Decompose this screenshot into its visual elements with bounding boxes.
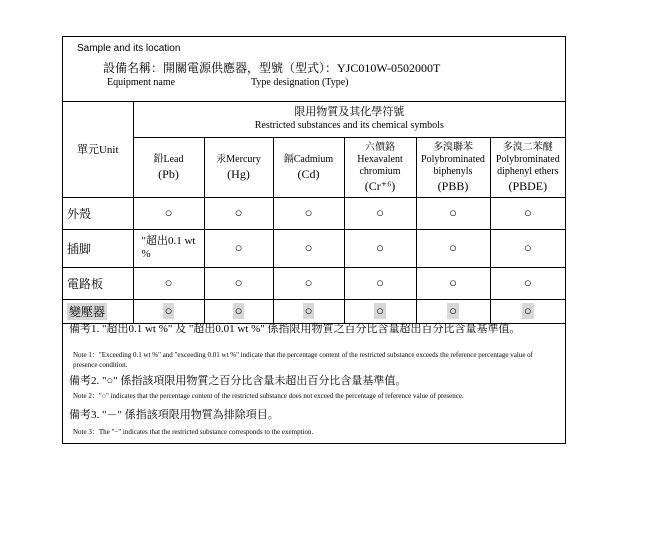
table-cell: ○ (490, 197, 565, 229)
substance-table (63, 101, 565, 324)
substance-header-cd: 鎘Cadmium (Cd) (273, 137, 344, 197)
table-cell: ○ (273, 197, 344, 229)
equipment-name-label: Equipment name (107, 77, 176, 88)
unit-header: 單元Unit (63, 101, 133, 197)
table-cell: ○ (416, 229, 490, 267)
table-cell: ○ (204, 229, 273, 267)
table-cell: ○ (133, 197, 204, 229)
table-cell: ○ (273, 267, 344, 299)
rohs-declaration-frame (62, 36, 566, 444)
type-designation-label: Type designation (Type) (251, 77, 349, 88)
note2-en: Note 2："○" indicates that the percentage content of the restricted substance does not exceed the percentage of reference value of presence. (73, 392, 464, 400)
note1-zh: 備考1. "超出0.1 wt %" 及 "超出0.01 wt %" 係指限用物質之百分比含量超出百分比含量基準值。 (69, 323, 521, 335)
table-row (63, 229, 565, 267)
group-title-zh: 限用物質及其化學符號 (294, 105, 405, 118)
table-cell: ○ (204, 299, 273, 323)
table-cell: ○ (273, 229, 344, 267)
table-cell: ○ (204, 197, 273, 229)
table-row (63, 267, 565, 299)
header-section (63, 37, 565, 102)
note1-en: Note 1："Exceeding 0.1 wt %" and "exceeding 0.01 wt %" indicate that the percentage content of the restricted substance exceeds the reference percentage value of presence condition. (73, 351, 534, 369)
note3-en: Note 3：The "−" indicates that the restricted substance corresponds to the exemption. (73, 428, 314, 436)
equipment-line: 設備名稱：開關電源供應器，型號（型式）：YJC010W-0502000T (103, 61, 441, 75)
group-title-en: Restricted substances and its chemical symbols (254, 119, 444, 131)
substance-header-pb: 鉛Lead (Pb) (133, 137, 204, 197)
table-cell: ○ (490, 229, 565, 267)
table-cell: "超出0.1 wt % (133, 229, 204, 267)
location-label: Sample and its location (77, 43, 181, 54)
table-cell: ○ (133, 299, 204, 323)
substance-group-header (133, 101, 565, 137)
table-cell: ○ (344, 229, 416, 267)
part-name: 插脚 (63, 229, 133, 267)
note2-zh: 備考2. "○" 係指該項限用物質之百分比含量未超出百分比含量基準值。 (69, 375, 407, 387)
substance-header-pbde: 多溴二苯醚 Polybrominated diphenyl ethers (PBDE) (490, 137, 565, 197)
table-cell: ○ (133, 267, 204, 299)
table-cell: ○ (344, 267, 416, 299)
part-name: 電路板 (63, 267, 133, 299)
part-name: 外殼 (63, 197, 133, 229)
table-cell: ○ (344, 299, 416, 323)
table-cell: ○ (273, 299, 344, 323)
table-row (63, 299, 565, 323)
substance-header-hg: 汞Mercury (Hg) (204, 137, 273, 197)
substance-header-pbb: 多溴聯苯 Polybrominated biphenyls (PBB) (416, 137, 490, 197)
table-cell: ○ (490, 267, 565, 299)
note3-zh: 備考3. "－" 係指該項限用物質為排除項目。 (69, 409, 279, 421)
table-cell: ○ (490, 299, 565, 323)
table-cell: ○ (344, 197, 416, 229)
table-cell: ○ (204, 267, 273, 299)
table-cell: ○ (416, 267, 490, 299)
substance-header-cr6: 六價鉻 Hexavalent chromium (Cr⁺⁶) (344, 137, 416, 197)
table-row (63, 197, 565, 229)
table-cell: ○ (416, 197, 490, 229)
table-cell: ○ (416, 299, 490, 323)
part-name: 變壓器 (63, 299, 133, 323)
